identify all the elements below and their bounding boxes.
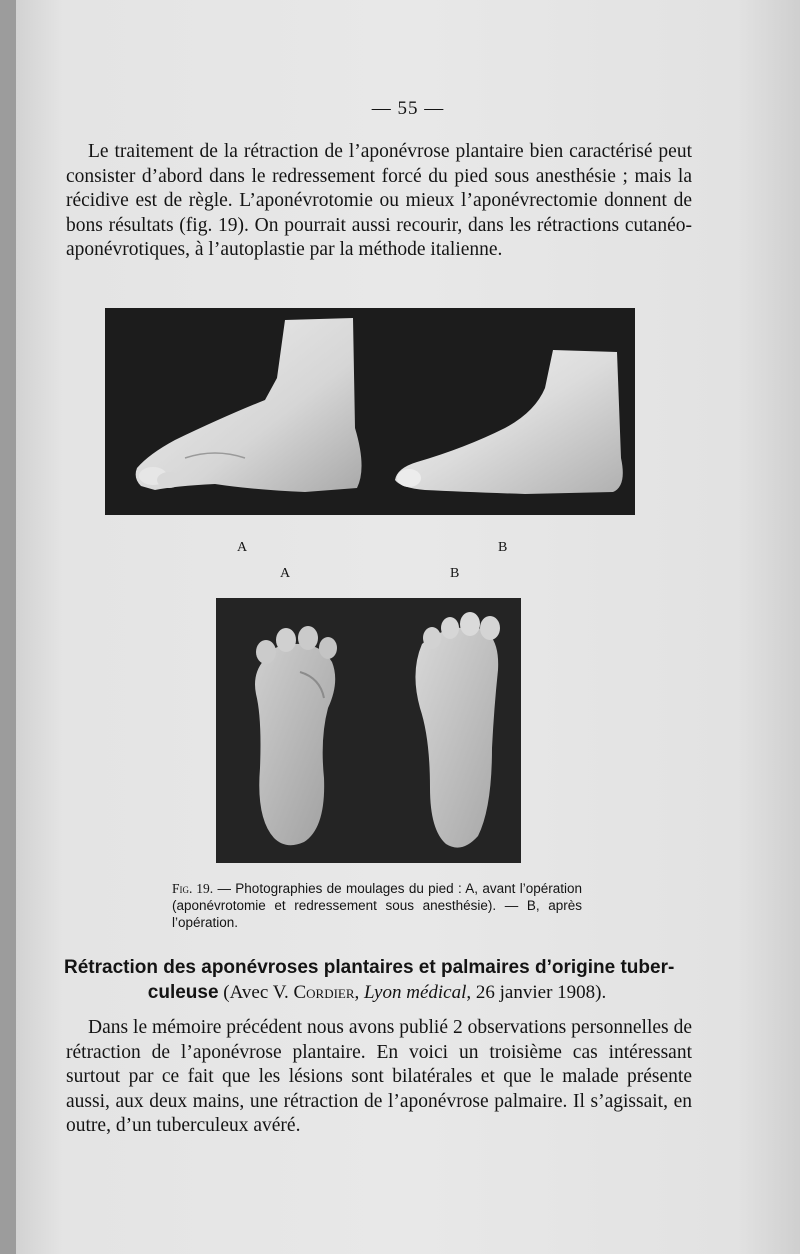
figure-bottom-label-b: B	[450, 566, 460, 581]
section-heading	[64, 955, 690, 1005]
foot-cast-b	[395, 350, 623, 494]
section-ref-author: Cordier	[293, 982, 355, 1003]
body-paragraph-2: Dans le mémoire précédent nous avons publié 2 observations personnelles de rétraction de l’aponévrose plantaire. En voici un troisième cas intéressant surtout par ce fait que les lésions sont bilatérales et que le malade présente aussi, aux deux mains, une rétraction de l’aponévrose palmaire. Il s’agissait, en outre, d’un tuberculeux avéré.	[66, 1017, 692, 1136]
sole-cast-b	[415, 627, 498, 847]
section-heading-line-2	[64, 980, 690, 1005]
page-sheet	[16, 0, 800, 1254]
section-ref-sep: ,	[354, 982, 365, 1003]
section-title: Rétraction des aponévroses plantaires et palmaires d’origine tuber-	[64, 957, 675, 978]
sole-cast-a	[255, 644, 335, 845]
foot-cast-a	[136, 318, 362, 492]
section-ref-journal: Lyon médical	[364, 982, 467, 1003]
page-number: — 55 —	[371, 98, 445, 119]
section-ref-date: , 26 janvier 1908).	[466, 982, 607, 1003]
figure-caption-label: Fig. 19.	[172, 881, 214, 896]
figure-bottom-label-a: A	[280, 566, 291, 581]
photo-feet-side-view	[105, 308, 635, 515]
figure-caption	[172, 880, 582, 931]
figure-caption-text: — Photographies de moulages du pied : A, avant l’opération (aponévrotomie et redressement sous anesthésie). — B, après l’opération.	[172, 881, 582, 930]
body-paragraph-1: Le traitement de la rétraction de l’aponévrose plantaire bien caractérisé peut consister d’abord dans le redressement forcé du pied sous anesthésie ; mais la récidive est de règle. L’aponévrotomie ou mieux l’aponévrectomie donnent de bons résultats (fig. 19). On pourrait aussi recourir, dans les rétractions cutanéo-aponévrotiques, à l’autoplastie par la méthode italienne.	[66, 141, 692, 260]
figure-top-label-b: B	[498, 540, 508, 555]
figure-top-label-a: A	[237, 540, 248, 555]
section-ref-open: (Avec V.	[218, 982, 294, 1003]
photo-feet-sole-view	[216, 598, 521, 863]
section-title-continued: culeuse	[147, 982, 219, 1003]
